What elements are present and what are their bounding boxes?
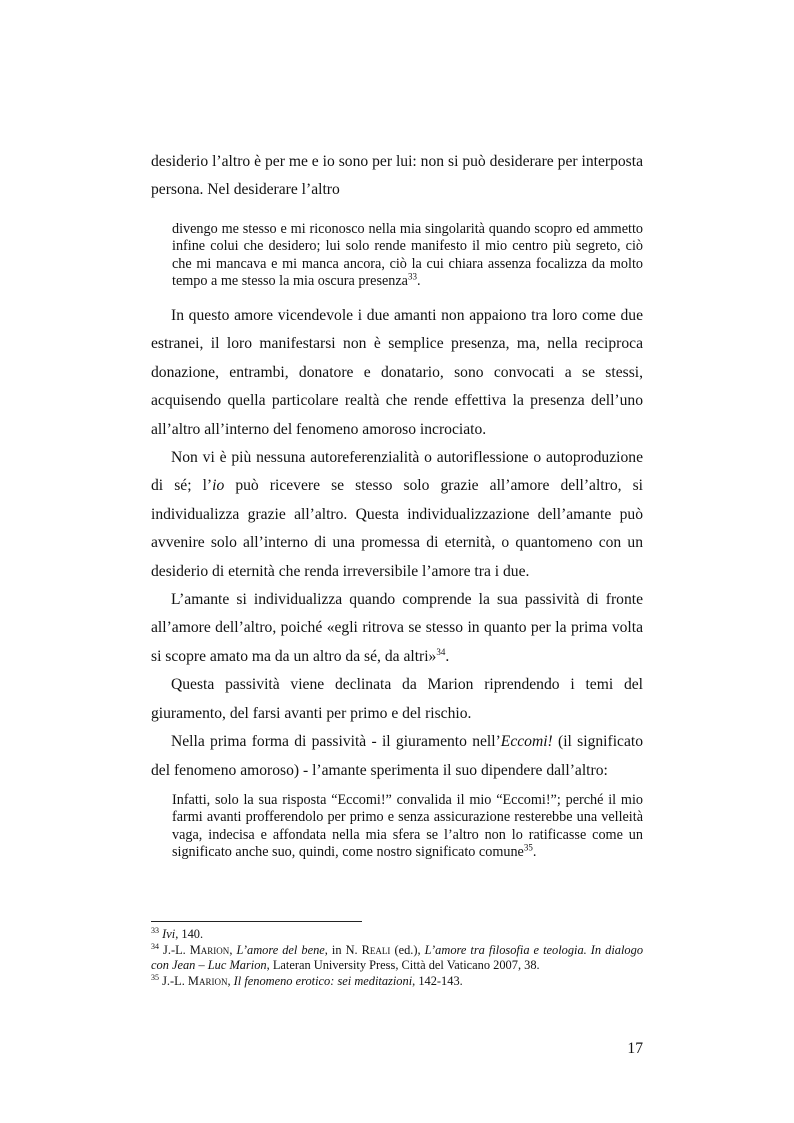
footnote-ref-33: 33: [407, 271, 417, 282]
footnote-33: $^{33}$ Ivi, 140.: [151, 925, 204, 941]
block-quote-1: divengo me stesso e mi riconosco nella mia singolarità quando scopro ed ammetto infine colui che desidero; lui solo rende manifesto il mio centro più segreto, ciò che mi mancava e mi manca ancora, ciò la cui chiara assenza focalizza da molto tempo a me stesso la mia oscura presenza$^{33}$.: [172, 221, 643, 290]
paragraph-2: In questo amore vicendevole i due amanti non appaiono tra loro come due estranei, il loro manifestarsi non è semplice presenza, ma, nella reciproca donazione, entrambi, donatore e donatario, sono convocati a se stessi, acquisendo quella particolare realtà che rende effettiva la presenza dell’uno all’altro all’interno del fenomeno amoroso incrociato.: [151, 307, 643, 438]
block-quote-1-text: divengo me stesso e mi riconosco nella mia singolarità quando scopro ed ammetto infine colui che desidero; lui solo rende manifesto il mio centro più segreto, ciò che mi mancava e mi manca ancora, ciò la cui chiara assenza focalizza da molto tempo a me stesso la mia oscura presenza: [172, 221, 643, 290]
paragraph-opening-line2: persona. Nel desiderare l’altro: [151, 181, 340, 199]
footnote-ref-35: 35: [523, 842, 533, 853]
main-text: [151, 302, 643, 785]
footnotes: [151, 927, 643, 989]
footnote-35: $^{35}$ J.-L. Marion, Il fenomeno erotico: sei meditazioni, 142-143.: [151, 972, 463, 988]
paragraph-opening: [151, 148, 643, 205]
emphasis-eccomi: Eccomi!: [500, 733, 553, 751]
footnote-34: $^{34}$ J.-L. Marion, L’amore del bene, in N. Reali (ed.), L’amore tra filosofia e teologia. In dialogo con Jean – Luc Marion, Lateran University Press, Città del Vaticano 2007, 38.: [151, 941, 644, 973]
footnote-ref-34: 34: [436, 646, 446, 657]
emphasis-io: io: [212, 477, 225, 495]
block-quote-2: Infatti, solo la sua risposta “Eccomi!” convalida il mio “Eccomi!”; perché il mio farmi avanti profferendolo per primo e senza assicurazione resterebbe una velleità vaga, indecisa e affondata nella mia sfera se l’altro non lo ratificasse come un significato anche suo, quindi, come nostro significato comune$^{35}$.: [172, 792, 643, 861]
paragraph-6: Nella prima forma di passività - il giuramento nell’Eccomi! (il significato del fenomeno amoroso) - l’amante sperimenta il suo dipendere dall’altro:: [151, 733, 643, 779]
paragraph-3: Non vi è più nessuna autoreferenzialità o autoriflessione o autoproduzione di sé; l’io può ricevere se stesso solo grazie all’amore dell’altro, si individualizza grazie all’altro. Questa individualizzazione dell’amante può avvenire solo all’interno di una promessa di eternità, o quantomeno con un desiderio di eternità che renda irreversibile l’amore tra i due.: [151, 449, 643, 580]
block-quote-2-text: Infatti, solo la sua risposta “Eccomi!” convalida il mio “Eccomi!”; perché il mio farmi avanti profferendolo per primo e senza assicurazione resterebbe una velleità vaga, indecisa e affondata nella mia sfera se l’altro non lo ratificasse come un significato anche suo, quindi, come nostro significato comune: [172, 792, 643, 861]
paragraph-opening-line1: desiderio l’altro è per me e io sono per lui: non si può desiderare per interposta: [151, 153, 643, 170]
footnote-divider: [151, 921, 362, 922]
page-number: 17: [627, 1040, 643, 1057]
paragraph-5: Questa passività viene declinata da Marion riprendendo i temi del giuramento, del farsi avanti per primo e del rischio.: [151, 676, 643, 722]
paragraph-4: L’amante si individualizza quando comprende la sua passività di fronte all’amore dell’altro, poiché «egli ritrova se stesso in quanto per la prima volta si scopre amato ma da un altro da sé, da altri»$^{34}$.: [151, 591, 643, 665]
